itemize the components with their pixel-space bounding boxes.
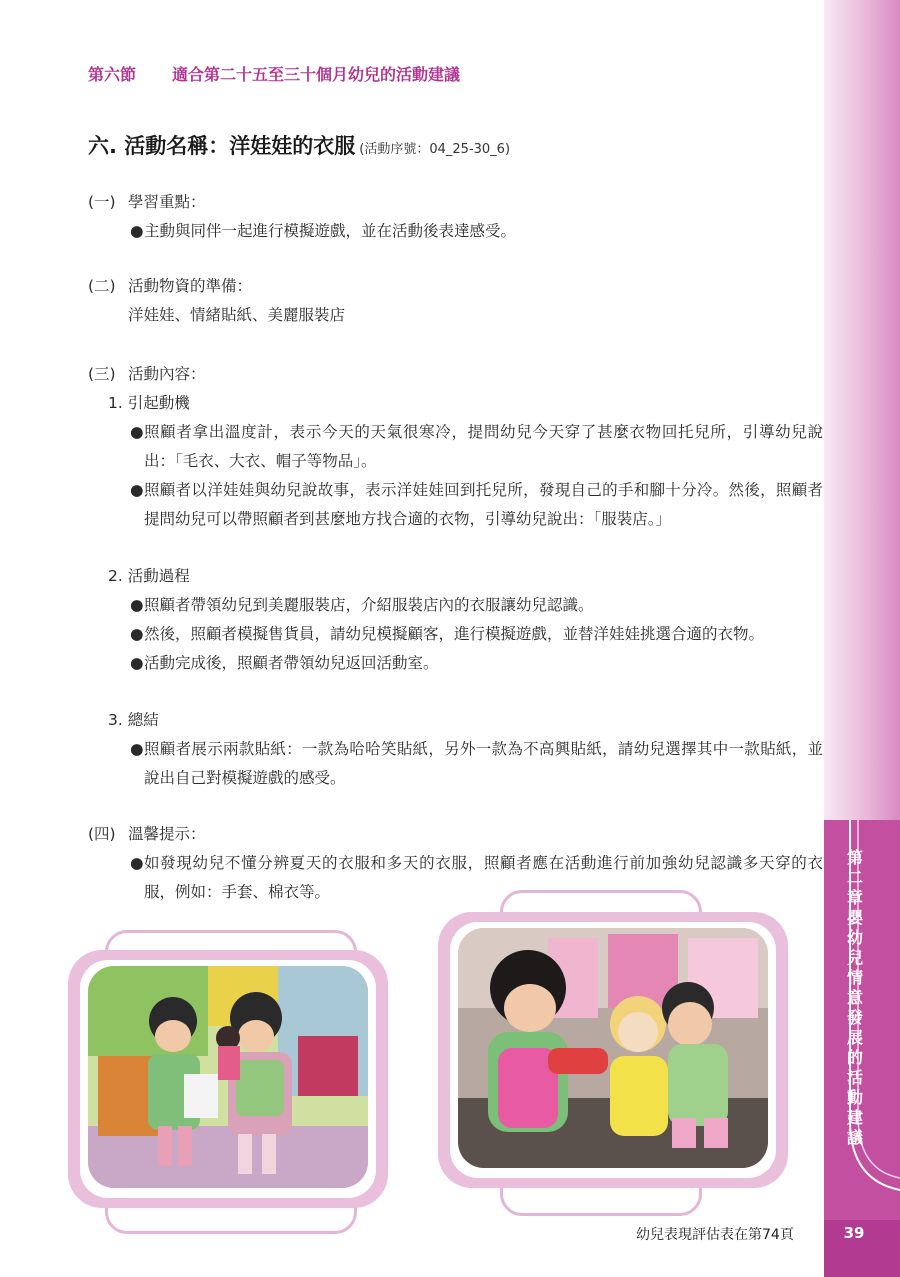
photo-children-with-doll bbox=[458, 928, 768, 1168]
learning-focus-section bbox=[88, 188, 823, 246]
activity-name: 六. 活動名稱：洋娃娃的衣服 bbox=[88, 134, 356, 158]
photo-children-dressing-doll bbox=[88, 966, 368, 1188]
section-heading: 溫馨提示： bbox=[128, 825, 206, 843]
step-title: 3. 總結 bbox=[108, 711, 159, 729]
bullet-item: ● 然後，照顧者模擬售貨員，請幼兒模擬顧客，進行模擬遊戲，並替洋娃娃挑選合適的衣物。 bbox=[88, 620, 823, 649]
section-title: 適合第二十五至三十個月幼兒的活動建議 bbox=[172, 65, 461, 84]
bullet-item: ● 照顧者展示兩款貼紙：一款為哈哈笑貼紙，另外一款為不高興貼紙，請幼兒選擇其中一款貼紙，並說出自己對模擬遊戲的感受。 bbox=[88, 735, 823, 793]
bullet-icon: ● bbox=[130, 423, 144, 441]
step-title: 2. 活動過程 bbox=[108, 567, 190, 585]
bullet-icon: ● bbox=[130, 625, 144, 643]
bullet-icon: ● bbox=[130, 596, 144, 614]
tips-section bbox=[88, 820, 823, 907]
section-marker: (一) bbox=[88, 193, 116, 211]
step-title: 1. 引起動機 bbox=[108, 394, 190, 412]
bullet-icon: ● bbox=[130, 740, 144, 758]
bullet-icon: ● bbox=[130, 222, 144, 240]
bullet-icon: ● bbox=[130, 654, 144, 672]
section-header bbox=[88, 62, 460, 85]
section-heading: 活動內容： bbox=[128, 365, 206, 383]
bullet-item: ● 照顧者以洋娃娃與幼兒說故事，表示洋娃娃回到托兒所，發現自己的手和腳十分冷。然後，照顧者提問幼兒可以帶照顧者到甚麼地方找合適的衣物，引導幼兒說出：「服裝店。」 bbox=[88, 476, 823, 534]
page-number: 39 bbox=[843, 1224, 865, 1242]
assessment-reference: 幼兒表現評估表在第74頁 bbox=[636, 1227, 794, 1243]
section-heading: 活動物資的準備： bbox=[128, 277, 253, 295]
section-marker: (四) bbox=[88, 825, 116, 843]
bullet-icon: ● bbox=[130, 854, 144, 872]
bullet-icon: ● bbox=[130, 481, 144, 499]
section-marker: (三) bbox=[88, 365, 116, 383]
chapter-label: 第二章 嬰幼兒情意發展的活動建議 bbox=[846, 848, 863, 1147]
section-number: 第六節 bbox=[88, 65, 137, 84]
activity-title bbox=[88, 130, 510, 160]
activity-code: (活動序號：04_25-30_6) bbox=[359, 142, 511, 157]
bullet-item: ● 照顧者帶領幼兒到美麗服裝店，介紹服裝店內的衣服讓幼兒認識。 bbox=[88, 591, 823, 620]
bullet-item: ● 照顧者拿出溫度計，表示今天的天氣很寒冷，提問幼兒今天穿了甚麼衣物回托兒所，引導幼兒說出：「毛衣、大衣、帽子等物品」。 bbox=[88, 418, 823, 476]
materials-section bbox=[88, 272, 823, 330]
bullet-item: ● 如發現幼兒不懂分辨夏天的衣服和多天的衣服，照顧者應在活動進行前加強幼兒認識多天穿的衣服，例如：手套、棉衣等。 bbox=[88, 849, 823, 907]
section-heading: 學習重點： bbox=[128, 193, 206, 211]
content-section bbox=[88, 360, 823, 793]
bullet-item: ● 活動完成後，照顧者帶領幼兒返回活動室。 bbox=[88, 649, 823, 678]
materials-list: 洋娃娃、情緒貼紙、美麗服裝店 bbox=[128, 306, 346, 324]
bullet-item: ● 主動與同伴一起進行模擬遊戲，並在活動後表達感受。 bbox=[88, 217, 823, 246]
section-marker: (二) bbox=[88, 277, 116, 295]
